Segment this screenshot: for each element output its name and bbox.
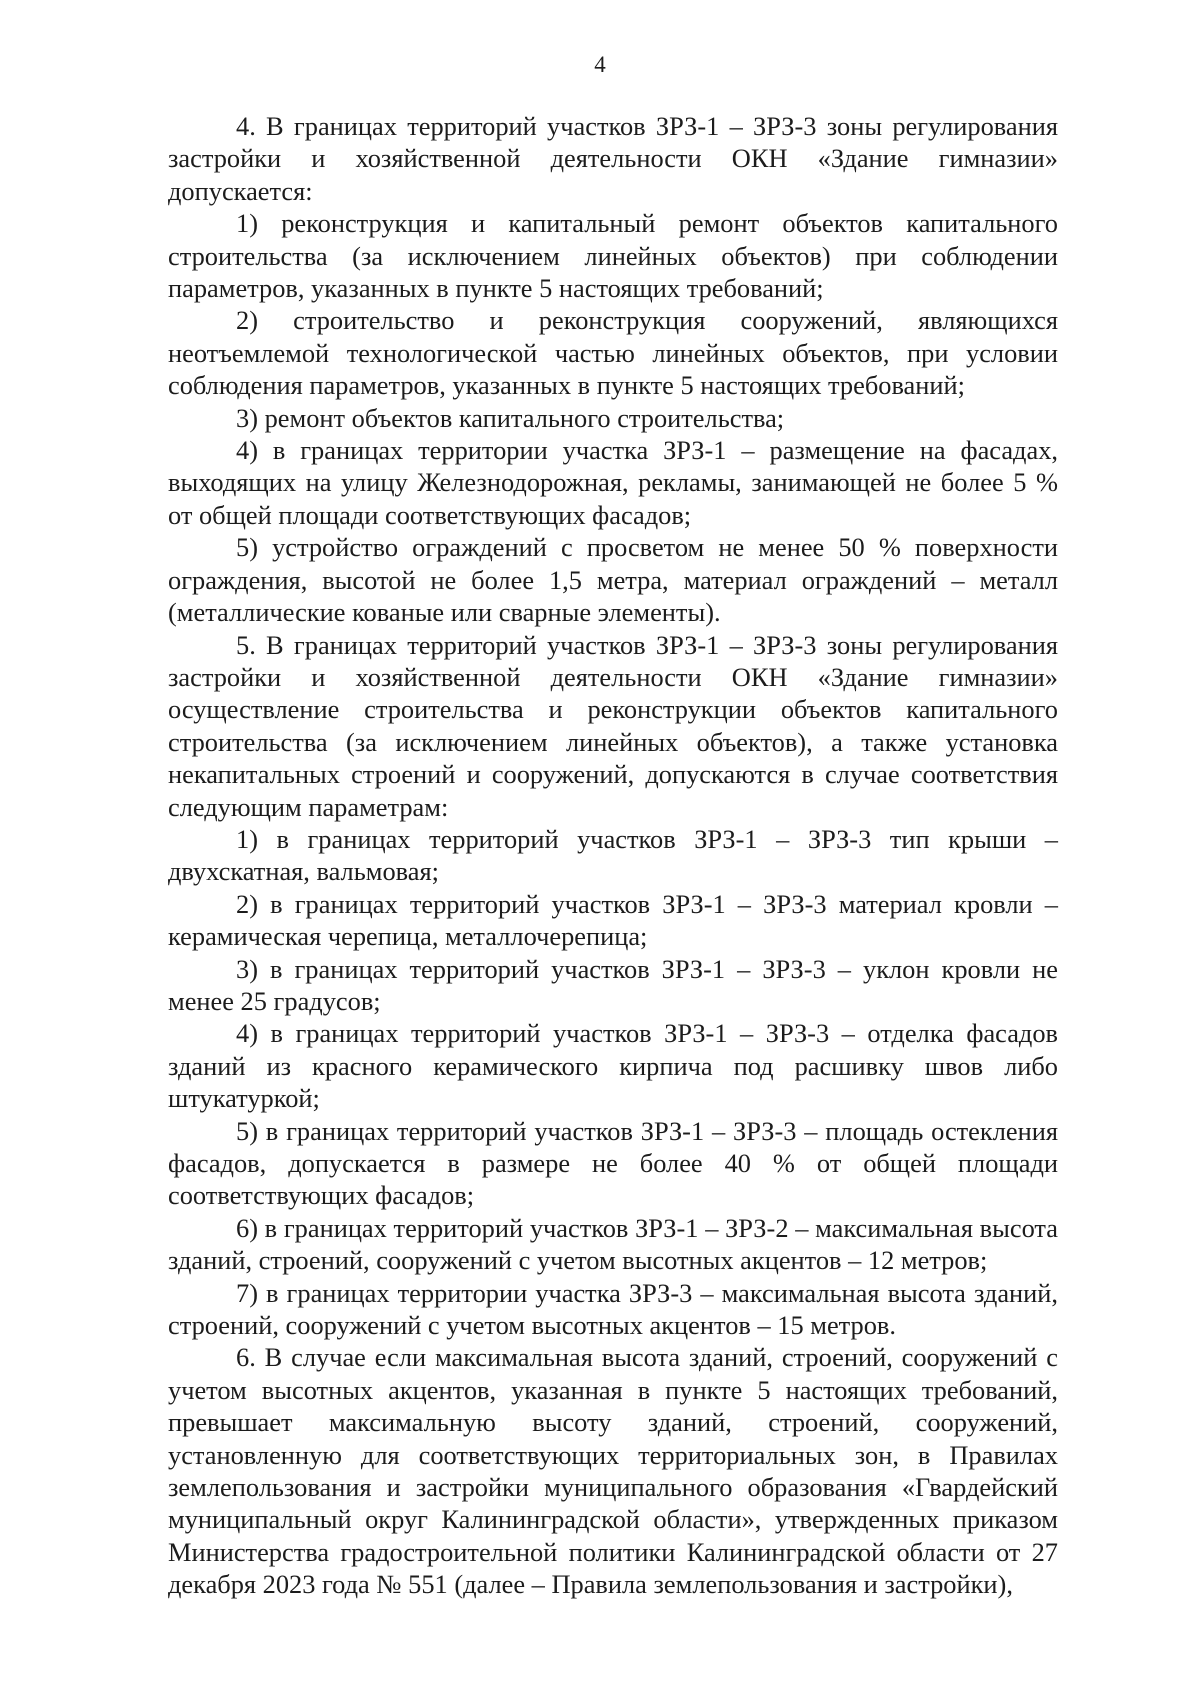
paragraph-5-item-1: 1) в границах территорий участков ЗРЗ-1 – ЗРЗ-3 тип крыши – двухскатная, вальмовая; xyxy=(168,823,1058,887)
paragraph-4-item-5: 5) устройство ограждений с просветом не менее 50 % поверхности ограждения, высотой не более 1,5 метра, материал ограждений – металл (металлические кованые или сварные элементы). xyxy=(168,532,1058,628)
paragraph-5: 5. В границах территорий участков ЗРЗ-1 – ЗРЗ-3 зоны регулирования застройки и хозяйственной деятельности ОКН «Здание гимназии» осуществление строительства и реконструкции объектов капитального строительства (за исключением линейных объектов), а также установка некапитальных строений и сооружений, допускаются в случае соответствия следующим параметрам: xyxy=(168,629,1058,822)
paragraph-5-item-3: 3) в границах территорий участков ЗРЗ-1 – ЗРЗ-3 – уклон кровли не менее 25 градусов; xyxy=(168,953,1058,1016)
paragraph-5-item-4: 4) в границах территорий участков ЗРЗ-1 – ЗРЗ-3 – отделка фасадов зданий из красного керамического кирпича под расшивку швов либо штукатуркой; xyxy=(168,1018,1058,1114)
paragraph-4-item-1: 1) реконструкция и капитальный ремонт объектов капитального строительства (за исключением линейных объектов) при соблюдении параметров, указанных в пункте 5 настоящих требований; xyxy=(168,208,1058,304)
document-body xyxy=(168,110,1058,1601)
page-number: 4 xyxy=(594,52,606,77)
paragraph-5-item-5: 5) в границах территорий участков ЗРЗ-1 – ЗРЗ-3 – площадь остекления фасадов, допускается в размере не более 40 % от общей площади соответствующих фасадов; xyxy=(168,1115,1058,1211)
paragraph-4-item-2: 2) строительство и реконструкция сооружений, являющихся неотъемлемой технологической частью линейных объектов, при условии соблюдения параметров, указанных в пункте 5 настоящих требований; xyxy=(168,305,1058,401)
paragraph-5-item-2: 2) в границах территорий участков ЗРЗ-1 – ЗРЗ-3 материал кровли – керамическая черепица, металлочерепица; xyxy=(168,888,1058,952)
paragraph-6: 6. В случае если максимальная высота зданий, строений, сооружений с учетом высотных акцентов, указанная в пункте 5 настоящих требований, превышает максимальную высоту зданий, строений, сооружений, установленную для соответствующих территориальных зон, в Правилах землепользования и застройки муниципального образования «Гвардейский муниципальный округ Калининградской области», утвержденных приказом Министерства градостроительной политики Калининградской области от 27 декабря 2023 года № 551 (далее – Правила землепользования и застройки), xyxy=(168,1342,1058,1600)
paragraph-4: 4. В границах территорий участков ЗРЗ-1 – ЗРЗ-3 зоны регулирования застройки и хозяйственной деятельности ОКН «Здание гимназии» допускается: xyxy=(168,111,1058,206)
paragraph-5-item-6: 6) в границах территорий участков ЗРЗ-1 – ЗРЗ-2 – максимальная высота зданий, строений, сооружений с учетом высотных акцентов – 12 метров; xyxy=(168,1212,1058,1276)
paragraph-4-item-3: 3) ремонт объектов капитального строительства; xyxy=(236,402,785,433)
paragraph-5-item-7: 7) в границах территории участка ЗРЗ-3 – максимальная высота зданий, строений, сооружений с учетом высотных акцентов – 15 метров. xyxy=(168,1277,1058,1341)
paragraph-4-item-4: 4) в границах территории участка ЗРЗ-1 – размещение на фасадах, выходящих на улицу Железнодорожная, рекламы, занимающей не более 5 % от общей площади соответствующих фасадов; xyxy=(168,435,1058,530)
